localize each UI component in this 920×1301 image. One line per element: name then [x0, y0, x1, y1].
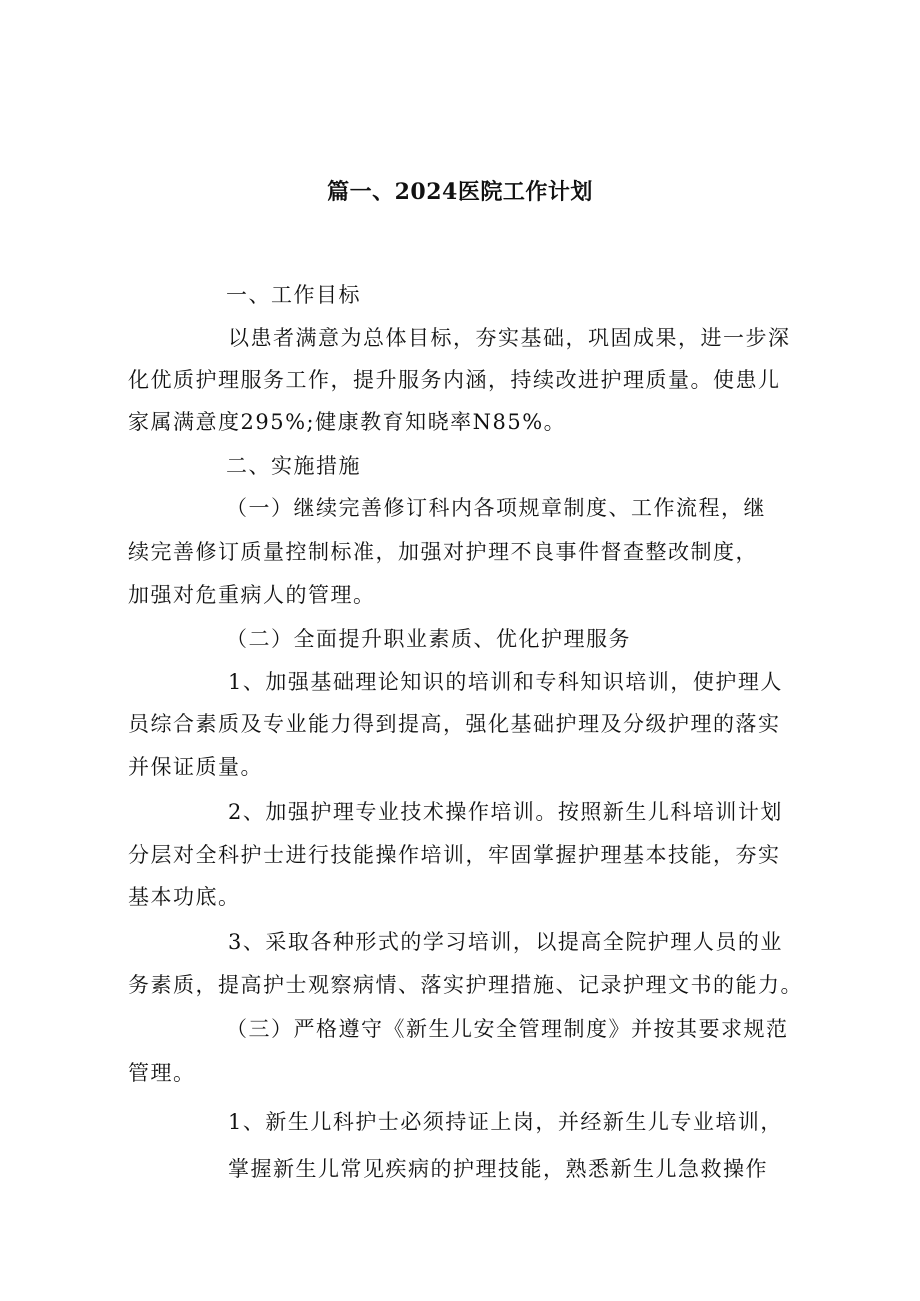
- paragraph-line: 并保证质量。: [128, 755, 263, 779]
- paragraph-line: 2、加强护理专业技术操作培训。按照新生儿科培训计划: [228, 800, 783, 824]
- paragraph-line: 加强对危重病人的管理。: [128, 583, 376, 607]
- document-title: 篇一、2024医院工作计划: [327, 179, 593, 205]
- section-heading-goals: 一、工作目标: [226, 283, 361, 307]
- paragraph-line: 1、加强基础理论知识的培训和专科知识培训，使护理人: [228, 670, 783, 694]
- paragraph-line: 1、新生儿科护士必须持证上岗，并经新生儿专业培训，: [228, 1110, 783, 1134]
- paragraph-line: 基本功底。: [128, 885, 241, 909]
- paragraph-line: 掌握新生儿常见疾病的护理技能，熟悉新生儿急救操作: [228, 1157, 768, 1181]
- paragraph-line: 务素质，提高护士观察病情、落实护理措施、记录护理文书的能力。: [128, 973, 803, 997]
- paragraph-line: 员综合素质及专业能力得到提高，强化基础护理及分级护理的落实: [128, 712, 781, 736]
- section-heading-measures: 二、实施措施: [226, 454, 361, 478]
- paragraph-line: 家属满意度295%;健康教育知晓率N85%。: [128, 410, 567, 434]
- paragraph-line: 续完善修订质量控制标准，加强对护理不良事件督查整改制度，: [128, 540, 758, 564]
- paragraph-line: （一）继续完善修订科内各项规章制度、工作流程，继: [226, 496, 766, 520]
- paragraph-line: 分层对全科护士进行技能操作培训，牢固掌握护理基本技能，夯实: [128, 843, 781, 867]
- subsection-heading: （二）全面提升职业素质、优化护理服务: [226, 627, 631, 651]
- paragraph-line: 3、采取各种形式的学习培训，以提高全院护理人员的业: [228, 930, 783, 954]
- paragraph-line: 化优质护理服务工作，提升服务内涵，持续改进护理质量。使患儿: [128, 368, 781, 392]
- paragraph-line: 以患者满意为总体目标，夯实基础，巩固成果，进一步深: [228, 326, 791, 350]
- subsection-heading: （三）严格遵守《新生儿安全管理制度》并按其要求规范: [226, 1017, 789, 1041]
- paragraph-line: 管理。: [128, 1061, 196, 1085]
